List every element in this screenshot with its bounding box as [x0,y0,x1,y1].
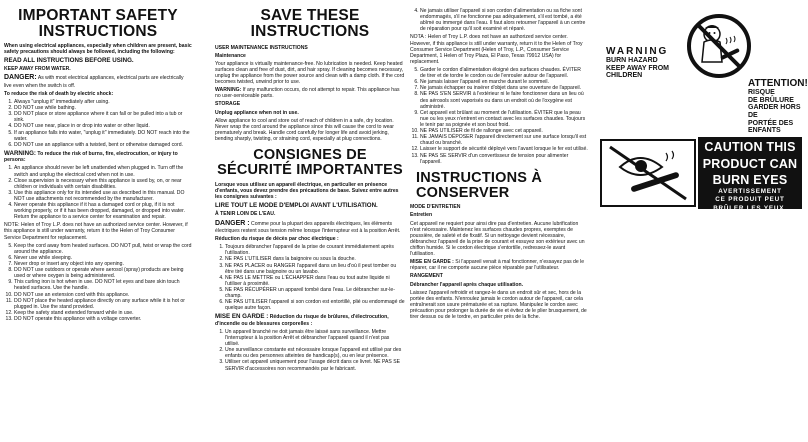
warning-title: WARNING [606,46,669,57]
caution-line-2: PRODUCT CAN [702,156,798,171]
list-item: 2. NE PAS L'UTILISER dans la baignoire ou sous la douche. [225,256,405,262]
warning-list [4,165,192,220]
save-instructions-title: SAVE THESE INSTRUCTIONS [250,8,370,40]
caution-line-1: CAUTION THIS [704,140,796,154]
list-item: 3. Utiliser cet appareil uniquement pour l'usage décrit dans ce livret. NE PAS SE SERVIR d'accessoires non recommandés par le fabricant. [225,359,405,371]
keep-away-heading: KEEP AWAY FROM WATER. [4,66,71,73]
list-item: 1. Always "unplug it" immediately after using. [14,99,192,105]
french-safety-title: CONSIGNES DE SÉCURITÉ IMPORTANTES [217,147,403,178]
list-item: 6. Ne jamais laisser l'appareil en marche durant le sommeil. [420,79,588,85]
list-item: 12. Keep the safety stand extended forward while in use. [14,310,192,316]
garde-label: MISE EN GARDE : [410,259,454,266]
list-item: 9. This curling iron is hot when in use. DO NOT let eyes and bare skin touch heated surfaces. Use the handle. [14,279,192,291]
list-item: 7. Never drop or insert any object into any opening. [14,261,192,267]
read-all-heading: READ ALL INSTRUCTIONS BEFORE USING. [4,56,134,64]
warning-line-1: BURN HAZARD [606,57,658,64]
list-item: 13. DO NOT operate this appliance with a voltage converter. [14,316,192,322]
page-title: IMPORTANT SAFETY INSTRUCTIONS [18,8,178,40]
entretien-text: Cet appareil ne requiert pour ainsi dire pas d'entretien. Aucune lubrification n'est nécessaire. Maintenez les surfaces chaudes propres, exemptes de poussière, de saleté et de fixatif. Si un nettoyage devient nécessaire, débranchez l'appareil de la prise de courant et essuyez son extérieur avec un chiffon humide. Si le cordon électrique s'entortille, redressez-le avant l'utilisation. [410,220,585,258]
list-item: 2. DO NOT use while bathing. [14,105,192,111]
list-item: 10. NE PAS UTILISER de fil de rallonge avec cet appareil. [420,128,588,134]
french-continued-list-2 [410,67,588,165]
brulure-line: DE BRÛLURE [748,96,794,104]
burn-hazard-warning [600,8,808,135]
french-danger-label: DANGER : [215,219,250,227]
list-item: 8. DO NOT use outdoors or operate where aerosol (spray) products are being used or where oxygen is being administered. [14,267,192,279]
risque-line: RISQUE [748,89,775,96]
list-item: 5. Keep the cord away from heated surfaces. DO NOT pull, twist or wrap the cord around the appliance. [14,243,192,255]
avertissement-line: AVERTISSEMENT [718,187,782,195]
list-item: 3. DO NOT place or store appliance where it can fall or be pulled into a tub or sink. [14,111,192,123]
garde-text: Si l'appareil venait à mal fonctionner, n'essayez pas de le réparer, car il ne comporte aucune pièce réparable par l'utilisateur. [410,259,585,272]
storage-heading: STORAGE [215,101,241,108]
warning-text: To reduce the risk of burns, fire, electrocution, or injury to persons: [4,150,178,164]
warning-line-2: KEEP AWAY FROM [606,64,670,72]
list-item: 12. Laisser le support de sécurité déployé vers l'avant lorsque le fer est utilisé. [420,146,588,152]
malfunction-text: If any malfunction occurs, do not attempt to repair. This appliance has no user-serviceable parts. [215,87,400,100]
list-item: 6. Never use while sleeping. [14,255,192,261]
french-intro: Lorsque vous utilisez un appareil électrique, en particulier en présence d'enfants, vous devez prendre des précautions de base. Suivez entre autres les consignes suivantes : [215,181,399,200]
portee-line: PORTÉE DES ENFANTS [748,119,794,135]
caution-panel [698,137,802,213]
no-eye-burn-icon [600,139,696,207]
user-maintenance-heading: USER MAINTENANCE INSTRUCTIONS [215,44,308,51]
french-reduce-heading: Réduction du risque de décès par choc électrique : [215,236,339,243]
list-item: 2. Close supervision is necessary when this appliance is used by, on, or near children or individuals with certain disabilities. [14,178,192,190]
caution-fr-line-3: BRÛLER LES YEUX. [713,205,787,213]
note-text: NOTE: Helen of Troy L.P. does not have an authorized service center. However, if this appliance is still under warranty, return it to the Helen of Troy Consumer Service Department for replacement. [4,222,188,241]
french-read-all: LIRE TOUT LE MODE D'EMPLOI AVANT L'UTILISATION. [215,202,378,210]
rangement-heading: RANGEMENT [410,273,443,280]
garder-line: GARDER HORS DE [748,104,801,120]
list-item: 2. Une surveillance constante est nécessaire lorsque l'appareil est utilisé par des enfants ou des personnes atteintes de handicap(s), ou en leur présence. [225,347,405,359]
french-garde-list [215,329,405,372]
list-item: 4. NE PAS LE METTRE ou L'ÉCHAPPER dans l'eau ou tout autre liquide ni l'utiliser à proximité. [225,275,405,287]
column-french-continued [410,8,588,322]
column-maintenance-and-french [215,8,405,374]
french-note: NOTA : Helen of Troy L.P. does not have an authorized service center. However, if this appliance is still under warranty, return it to the Helen of Troy Consumer Service Department (Helen of Troy, L.P., Consumer Service Department, 1 Helen of Troy Plaza, El Paso, Texas 79912 USA) for replacement. [410,34,583,65]
french-garde-paragraph [215,313,405,327]
list-item: 3. NE PAS PLACER ou RANGER l'appareil dans un lieu d'où il peut tomber ou être tiré dans une baignoire ou un lavabo. [225,263,405,275]
column-english-safety [4,8,192,324]
list-item: 8. NE PAS S'EN SERVIR à l'extérieur ni le faire fonctionner dans un lieu où des aérosols sont vaporisés ou dans un endroit où de l'oxygène est administré. [420,91,588,109]
list-item: 11. DO NOT place the heated appliance directly on any surface while it is hot or plugged in. Use the stand provided. [14,298,192,310]
list-item: 1. An appliance should never be left unattended when plugged in. Turn off the switch and unplug the electrical cord when not in use. [14,165,192,177]
warning-text-block [606,46,669,80]
warning-label: WARNING: [4,149,36,157]
caution-line-3: BURN EYES [712,173,788,187]
reduce-shock-heading: To reduce the risk of death by electric shock: [4,90,114,97]
french-continued-list [410,8,588,32]
maintenance-subheading: Maintenance [215,52,246,59]
more-warnings-list [4,243,192,322]
warning-line-3: CHILDREN [606,72,643,80]
french-keep-away: À TENIR LOIN DE L'EAU. [215,211,276,218]
mode-entretien-heading: MODE D'ENTRETIEN [410,204,461,211]
list-item: 9. Cet appareil est brûlant au moment de l'utilisation. ÉVITER que la peau nue ou les yeux n'entrent en contact avec les surfaces chaudes. Toujours le tenir par sa poignée et son bout froid. [420,110,588,128]
storage-subheading: Unplug appliance when not in use. [215,109,299,116]
danger-paragraph [4,74,192,89]
danger-text: As with most electrical appliances, electrical parts are electrically live even when the switch is off. [4,75,184,89]
list-item: 4. DO NOT use near, place in or drop into water or other liquid. [14,123,192,129]
list-item: 4. Never operate this appliance if it has a damaged cord or plug, if it is not working properly, or if it has been dropped, damaged, or dropped into water. Return the appliance to a service center for examination and repair. [14,202,192,220]
french-shock-list [215,244,405,311]
attention-block [748,78,808,135]
burn-eyes-caution [600,137,804,213]
list-item: 5. Garder le cordon d'alimentation éloigné des surfaces chaudes. ÉVITER de tirer et de tordre le cordon ou de l'enrouler autour de l'appareil. [420,67,588,79]
list-item: 1. Un appareil branché ne doit jamais être laissé sans surveillance. Mettre l'interrupteur à la position Arrêt et débrancher l'appareil quand il n'est pas utilisé. [225,329,405,347]
list-item: 7. Ne jamais échapper ou insérer d'objet dans une ouverture de l'appareil. [420,85,588,91]
list-item: 4. Ne jamais utiliser l'appareil si son cordon d'alimentation ou sa fiche sont endommagés, s'il ne fonctionne pas adéquatement, s'il est tombé, a été abîmé ou immergé dans l'eau. Il faut alors retourner l'appareil à un centre de réparation pour qu'il soit examiné et réparé. [420,8,588,32]
french-garde-label: MISE EN GARDE : [215,313,269,321]
rangement-subheading: Débrancher l'appareil après chaque utilisation. [410,281,524,288]
entretien-subheading: Entretien [410,212,433,219]
danger-label: DANGER: [4,74,37,82]
french-danger-paragraph [215,220,405,235]
list-item: 6. DO NOT use an appliance with a twisted, bent or otherwise damaged cord. [14,142,192,148]
caution-fr-line-2: CE PRODUIT PEUT [715,196,785,204]
list-item: 11. NE JAMAIS DÉPOSER l'appareil directement sur une surface lorsqu'il est chaud ou branché. [420,134,588,146]
storage-text: Allow appliance to cool and store out of reach of children in a safe, dry location. Never wrap the cord around the appliance since this will cause the cord to wear prematurely and break. Handle cord carefully for longer life and avoid jerking, bending sharply, twisting, or straining cord, especially at plug connections. [215,117,394,143]
intro-text: When using electrical appliances, especially when children are present, basic safety precautions should always be followed, including the following: [4,42,192,55]
french-danger-text: Comme pour la plupart des appareils électriques, les éléments électriques restent sous tension même lorsque l'interrupteur est à la position Arrêt. [215,220,401,234]
list-item: 5. NE PAS RÉCUPÉRER un appareil tombé dans l'eau. Le débrancher sur-le-champ. [225,287,405,299]
french-garde-paragraph-2 [410,259,588,271]
warning-paragraph [4,150,192,164]
no-child-burn-icon [686,8,752,120]
malfunction-label: WARNING: [215,87,242,94]
list-item: 3. Use this appliance only for its intended use as described in this manual. DO NOT use attachments not recommended by the manufacturer. [14,190,192,202]
list-item: 6. NE PAS UTILISER l'appareil si son cordon est entortillé, plié ou endommagé de quelque autre façon. [225,299,405,311]
maintenance-text: Your appliance is virtually maintenance-free. No lubrication is needed. Keep heated surfaces clean and free of dust, dirt, and hair spray. If cleaning becomes necessary, unplug the appliance from the power source and clean with a damp cloth. If the cord becomes twisted, unwind prior to use. [215,60,405,86]
malfunction-paragraph [215,87,405,99]
shock-list [4,99,192,148]
list-item: 13. NE PAS SE SERVIR d'un convertisseur de tension pour alimenter l'appareil. [420,153,588,165]
list-item: 1. Toujours débrancher l'appareil de la prise de courant immédiatement après l'utilisation. [225,244,405,256]
list-item: 10. DO NOT use an extension cord with this appliance. [14,292,192,298]
rangement-text: Laissez l'appareil refroidir et rangez-le dans un endroit sûr et sec, hors de la portée des enfants. N'enroulez jamais le cordon autour de l'appareil, car cela entraînerait son usure prématurée et sa rupture. Manipulez le cordon avec précaution pour prolonger la durée de vie et évitez de le plier brusquement, de tirer dessus ou de le tordre, en particulier près de la fiche. [410,289,587,321]
conserver-title: INSTRUCTIONS À CONSERVER [416,169,543,201]
list-item: 5. If an appliance falls into water, "unplug it" immediately. DO NOT reach into the water. [14,130,192,142]
attention-title: ATTENTION! [748,78,808,89]
french-garde-text: Réduction du risque de brûlures, d'électrocution, d'incendie ou de blessures corporelles : [215,314,389,327]
